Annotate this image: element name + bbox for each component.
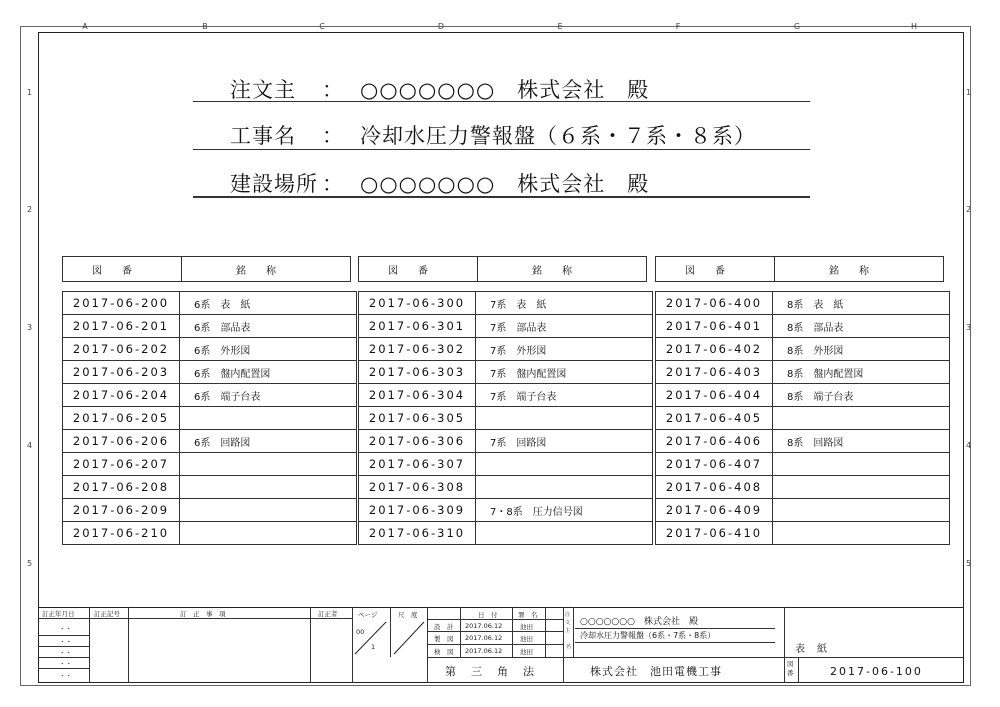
drawing-number-cell: 2017-06-304 bbox=[359, 384, 476, 407]
drawing-number-cell: 2017-06-404 bbox=[656, 384, 773, 407]
header-name: 銘称 bbox=[182, 257, 351, 282]
drawing-name-cell bbox=[180, 476, 357, 499]
drawing-number-cell: 2017-06-307 bbox=[359, 453, 476, 476]
table-row bbox=[63, 384, 357, 407]
table-row bbox=[359, 453, 653, 476]
drawing-number-cell: 2017-06-400 bbox=[656, 292, 773, 315]
drawing-name-cell bbox=[180, 453, 357, 476]
rev-dots-2: ・・ bbox=[59, 638, 72, 646]
drawing-name-cell: 8系 盤内配置図 bbox=[773, 361, 950, 384]
drawing-name-cell: 7系 回路図 bbox=[476, 430, 653, 453]
drawing-number-cell: 2017-06-210 bbox=[63, 522, 180, 545]
table-row bbox=[656, 407, 950, 430]
row-num-5-right: 5 bbox=[966, 559, 972, 568]
orderer-label: 注文主 bbox=[230, 78, 296, 102]
drawing-number-cell: 2017-06-302 bbox=[359, 338, 476, 361]
rev-date-label: 訂正年月日 bbox=[42, 610, 75, 618]
drawing-name-cell bbox=[773, 476, 950, 499]
drawing-name-cell bbox=[773, 499, 950, 522]
table-row bbox=[359, 338, 653, 361]
drawing-number-cell: 2017-06-205 bbox=[63, 407, 180, 430]
table-row bbox=[63, 315, 357, 338]
drawing-number-cell: 2017-06-301 bbox=[359, 315, 476, 338]
header-no: 図番 bbox=[656, 257, 775, 282]
row-num-2-left: 2 bbox=[27, 205, 33, 214]
orderer-value: ○○○○○○○ 株式会社 殿 bbox=[360, 78, 650, 102]
rev-dots-1: ・・ bbox=[59, 625, 72, 633]
drawing-name-cell: 7系 表 紙 bbox=[476, 292, 653, 315]
drawn-label: 製 図 bbox=[434, 635, 454, 643]
site-value: ○○○○○○○ 株式会社 殿 bbox=[360, 172, 650, 196]
header-name: 銘称 bbox=[478, 257, 647, 282]
header-no: 図番 bbox=[359, 257, 478, 282]
table-row bbox=[63, 430, 357, 453]
drawing-number-cell: 2017-06-300 bbox=[359, 292, 476, 315]
drawing-number-cell: 2017-06-407 bbox=[656, 453, 773, 476]
col-letter-f: F bbox=[675, 22, 681, 31]
drawing-number-cell: 2017-06-204 bbox=[63, 384, 180, 407]
drawing-number-cell: 2017-06-202 bbox=[63, 338, 180, 361]
row-num-1-left: 1 bbox=[27, 88, 33, 97]
owner-mark: 注文主 bbox=[565, 612, 571, 634]
table-row bbox=[656, 499, 950, 522]
drawing-list-6 bbox=[62, 291, 357, 545]
drawing-number-cell: 2017-06-309 bbox=[359, 499, 476, 522]
table-row bbox=[359, 384, 653, 407]
drawing-number-cell: 2017-06-207 bbox=[63, 453, 180, 476]
table-row bbox=[656, 315, 950, 338]
drawing-name-cell bbox=[773, 407, 950, 430]
drawing-name-cell: 8系 表 紙 bbox=[773, 292, 950, 315]
orderer-line bbox=[230, 74, 649, 104]
drawing-name-cell: 8系 部品表 bbox=[773, 315, 950, 338]
drawing-number: 2017-06-100 bbox=[830, 665, 923, 678]
drawing-name-cell: 7系 盤内配置図 bbox=[476, 361, 653, 384]
col-letter-d: D bbox=[437, 22, 445, 31]
table-2-header bbox=[358, 256, 647, 282]
drawing-name-cell bbox=[180, 499, 357, 522]
table-row bbox=[656, 384, 950, 407]
site-label: 建設場所 bbox=[230, 172, 318, 196]
drawing-number-cell: 2017-06-206 bbox=[63, 430, 180, 453]
table-row bbox=[656, 522, 950, 545]
drawing-name-cell bbox=[476, 522, 653, 545]
page-scale-slashes bbox=[352, 618, 428, 657]
row-num-5-left: 5 bbox=[27, 559, 33, 568]
company-name: 株式会社 池田電機工事 bbox=[590, 665, 722, 678]
rev-content-label: 訂 正 事 項 bbox=[180, 610, 226, 618]
drawing-number-cell: 2017-06-405 bbox=[656, 407, 773, 430]
table-row bbox=[63, 499, 357, 522]
check-label: 検 図 bbox=[434, 648, 454, 656]
rev-dots-4: ・・ bbox=[59, 660, 72, 668]
drawing-number-cell: 2017-06-208 bbox=[63, 476, 180, 499]
project-label: 工事名 bbox=[230, 124, 296, 148]
table-row bbox=[63, 453, 357, 476]
drawing-list-8 bbox=[655, 291, 950, 545]
tb-orderer: ○○○○○○○ 株式会社 殿 bbox=[580, 617, 698, 627]
drawing-name-cell: 6系 端子台表 bbox=[180, 384, 357, 407]
table-1-header bbox=[62, 256, 351, 282]
drawing-name-cell: 7系 外形図 bbox=[476, 338, 653, 361]
drawing-number-cell: 2017-06-308 bbox=[359, 476, 476, 499]
table-row bbox=[63, 476, 357, 499]
design-label: 設 計 bbox=[434, 623, 454, 631]
drawing-name-cell: 6系 外形図 bbox=[180, 338, 357, 361]
check-sign: 池田 bbox=[520, 648, 533, 656]
title-block-top-line bbox=[38, 607, 964, 608]
table-row bbox=[656, 453, 950, 476]
projection-method: 第 三 角 法 bbox=[445, 665, 536, 678]
table-row bbox=[359, 361, 653, 384]
header-name: 銘称 bbox=[775, 257, 944, 282]
row-num-3-left: 3 bbox=[27, 323, 33, 332]
drawing-number-cell: 2017-06-209 bbox=[63, 499, 180, 522]
drawing-name-cell bbox=[180, 522, 357, 545]
drawing-name-cell: 7・8系 圧力信号図 bbox=[476, 499, 653, 522]
drawing-name-cell bbox=[773, 522, 950, 545]
drawing-number-cell: 2017-06-410 bbox=[656, 522, 773, 545]
table-row bbox=[359, 522, 653, 545]
project-line bbox=[230, 120, 756, 150]
drawing-name-cell: 7系 端子台表 bbox=[476, 384, 653, 407]
table-row bbox=[656, 361, 950, 384]
drawing-name-cell bbox=[476, 453, 653, 476]
table-row bbox=[359, 430, 653, 453]
drawing-list-7 bbox=[358, 291, 653, 545]
sign-label: 署 名 bbox=[518, 611, 538, 619]
table-row bbox=[63, 292, 357, 315]
drawing-name-cell bbox=[476, 407, 653, 430]
rev-mark-label: 訂正記号 bbox=[94, 610, 120, 618]
table-row bbox=[359, 499, 653, 522]
col-letter-h: H bbox=[910, 22, 918, 31]
site-colon: ： bbox=[322, 172, 344, 196]
table-row bbox=[63, 338, 357, 361]
drawing-number-cell: 2017-06-409 bbox=[656, 499, 773, 522]
tb-project: 冷却水圧力警報盤（6系・7系・8系） bbox=[580, 631, 716, 640]
row-num-3-right: 3 bbox=[966, 323, 972, 332]
design-sign: 池田 bbox=[520, 623, 533, 631]
row-num-4-right: 4 bbox=[966, 441, 972, 450]
table-3-header bbox=[655, 256, 944, 282]
drawing-number-cell: 2017-06-408 bbox=[656, 476, 773, 499]
check-date: 2017.06.12 bbox=[465, 647, 503, 655]
drawing-number-cell: 2017-06-203 bbox=[63, 361, 180, 384]
drawing-number-cell: 2017-06-303 bbox=[359, 361, 476, 384]
drawing-number-cell: 2017-06-200 bbox=[63, 292, 180, 315]
table-row bbox=[656, 338, 950, 361]
row-num-4-left: 4 bbox=[27, 441, 33, 450]
col-letter-a: A bbox=[82, 22, 88, 31]
project-colon: ： bbox=[322, 124, 344, 148]
site-underline bbox=[193, 196, 810, 198]
design-date: 2017.06.12 bbox=[465, 622, 503, 630]
col-letter-b: B bbox=[202, 22, 208, 31]
table-row bbox=[359, 476, 653, 499]
col-letter-g: G bbox=[793, 22, 801, 31]
date-label: 日 付 bbox=[478, 611, 498, 619]
page-label: ページ bbox=[358, 611, 378, 619]
site-line bbox=[230, 168, 649, 198]
sheet-title: 表 紙 bbox=[795, 644, 828, 655]
orderer-colon: ： bbox=[322, 78, 344, 102]
drawing-number-cell: 2017-06-403 bbox=[656, 361, 773, 384]
row-num-2-right: 2 bbox=[966, 205, 972, 214]
drawing-name-cell: 8系 外形図 bbox=[773, 338, 950, 361]
drawn-sign: 池田 bbox=[520, 635, 533, 643]
drawing-name-cell: 6系 表 紙 bbox=[180, 292, 357, 315]
drawing-name-cell: 8系 回路図 bbox=[773, 430, 950, 453]
drawing-name-cell: 6系 盤内配置図 bbox=[180, 361, 357, 384]
drawing-name-cell: 7系 部品表 bbox=[476, 315, 653, 338]
table-row bbox=[63, 407, 357, 430]
table-row bbox=[63, 522, 357, 545]
drawing-name-cell: 8系 端子台表 bbox=[773, 384, 950, 407]
drawing-number-cell: 2017-06-402 bbox=[656, 338, 773, 361]
rev-dots-3: ・・ bbox=[59, 649, 72, 657]
rev-by-label: 訂正者 bbox=[318, 610, 338, 618]
table-row bbox=[656, 476, 950, 499]
drawing-name-cell bbox=[773, 453, 950, 476]
drawing-number-cell: 2017-06-406 bbox=[656, 430, 773, 453]
name-mark: 名 bbox=[566, 644, 572, 650]
page-value: 00 bbox=[356, 628, 365, 636]
orderer-underline bbox=[193, 101, 810, 102]
table-row bbox=[63, 361, 357, 384]
drawing-number-cell: 2017-06-310 bbox=[359, 522, 476, 545]
drawing-name-cell: 6系 部品表 bbox=[180, 315, 357, 338]
scale-label: 尺 度 bbox=[398, 611, 418, 619]
col-letter-c: C bbox=[319, 22, 325, 31]
drawing-number-cell: 2017-06-201 bbox=[63, 315, 180, 338]
table-row bbox=[656, 430, 950, 453]
table-row bbox=[656, 292, 950, 315]
drawn-date: 2017.06.12 bbox=[465, 634, 503, 642]
table-row bbox=[359, 407, 653, 430]
dwg-no-label: 図番 bbox=[787, 660, 794, 677]
col-letter-e: E bbox=[557, 22, 563, 31]
row-num-1-right: 1 bbox=[966, 88, 972, 97]
drawing-number-cell: 2017-06-305 bbox=[359, 407, 476, 430]
project-underline bbox=[193, 149, 810, 150]
table-row bbox=[359, 292, 653, 315]
header-no: 図番 bbox=[63, 257, 182, 282]
drawing-number-cell: 2017-06-401 bbox=[656, 315, 773, 338]
drawing-number-cell: 2017-06-306 bbox=[359, 430, 476, 453]
drawing-name-cell: 6系 回路図 bbox=[180, 430, 357, 453]
table-row bbox=[359, 315, 653, 338]
rev-dots-5: ・・ bbox=[59, 672, 72, 680]
drawing-name-cell bbox=[180, 407, 357, 430]
project-value: 冷却水圧力警報盤（６系・７系・８系） bbox=[360, 124, 756, 148]
drawing-name-cell bbox=[476, 476, 653, 499]
page-total: 1 bbox=[371, 643, 376, 651]
